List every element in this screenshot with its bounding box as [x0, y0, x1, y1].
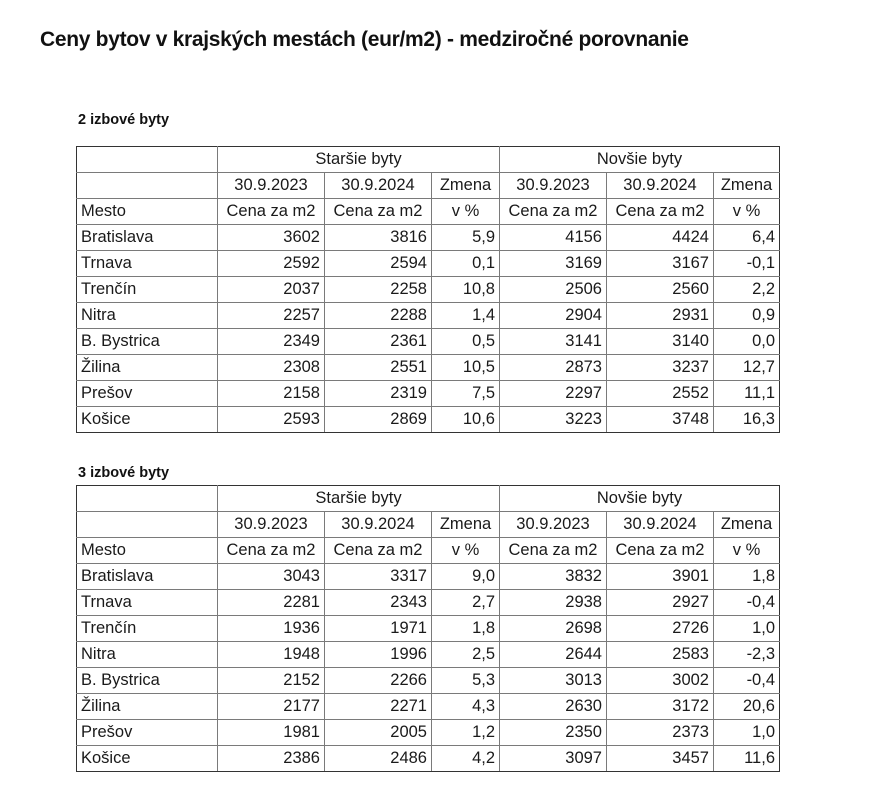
old-change-cell: 10,5 [432, 355, 500, 381]
old-price-2024-cell: 2005 [325, 720, 432, 746]
city-cell: Bratislava [77, 225, 218, 251]
old-change-cell: 4,2 [432, 746, 500, 772]
new-change-cell: 6,4 [714, 225, 780, 251]
header-old-percent: v % [432, 199, 500, 225]
new-change-cell: 0,9 [714, 303, 780, 329]
old-price-2023-cell: 1981 [218, 720, 325, 746]
table-row [77, 355, 780, 381]
table-body [77, 486, 780, 772]
header-row-units [77, 538, 780, 564]
old-price-2024-cell: 2319 [325, 381, 432, 407]
header-empty-cell [77, 512, 218, 538]
header-old-date-2023: 30.9.2023 [218, 173, 325, 199]
old-price-2023-cell: 3602 [218, 225, 325, 251]
table-row [77, 668, 780, 694]
table-row [77, 381, 780, 407]
old-change-cell: 4,3 [432, 694, 500, 720]
header-old-date-2024: 30.9.2024 [325, 173, 432, 199]
old-change-cell: 10,6 [432, 407, 500, 433]
header-old-price-2024: Cena za m2 [325, 538, 432, 564]
new-price-2024-cell: 3172 [607, 694, 714, 720]
new-price-2023-cell: 2904 [500, 303, 607, 329]
header-empty-cell [77, 147, 218, 173]
group-header-old: Staršie byty [218, 486, 500, 512]
old-price-2024-cell: 2361 [325, 329, 432, 355]
header-old-percent: v % [432, 538, 500, 564]
old-price-2024-cell: 2486 [325, 746, 432, 772]
new-change-cell: 16,3 [714, 407, 780, 433]
new-price-2024-cell: 2373 [607, 720, 714, 746]
new-change-cell: 1,8 [714, 564, 780, 590]
city-cell: Trnava [77, 590, 218, 616]
new-price-2023-cell: 2698 [500, 616, 607, 642]
city-cell: Prešov [77, 720, 218, 746]
old-change-cell: 0,1 [432, 251, 500, 277]
header-empty-cell [77, 173, 218, 199]
new-change-cell: 20,6 [714, 694, 780, 720]
old-price-2024-cell: 1996 [325, 642, 432, 668]
city-cell: Prešov [77, 381, 218, 407]
header-new-price-2023: Cena za m2 [500, 538, 607, 564]
group-header-new: Novšie byty [500, 147, 780, 173]
old-price-2023-cell: 3043 [218, 564, 325, 590]
old-change-cell: 1,4 [432, 303, 500, 329]
table-row [77, 407, 780, 433]
header-new-date-2024: 30.9.2024 [607, 173, 714, 199]
new-price-2024-cell: 2583 [607, 642, 714, 668]
old-price-2024-cell: 3816 [325, 225, 432, 251]
old-change-cell: 1,2 [432, 720, 500, 746]
city-cell: B. Bystrica [77, 329, 218, 355]
new-change-cell: 11,1 [714, 381, 780, 407]
header-row-groups [77, 486, 780, 512]
new-price-2024-cell: 3901 [607, 564, 714, 590]
old-price-2024-cell: 2271 [325, 694, 432, 720]
new-price-2024-cell: 3748 [607, 407, 714, 433]
new-change-cell: 12,7 [714, 355, 780, 381]
table-row [77, 277, 780, 303]
old-price-2023-cell: 2037 [218, 277, 325, 303]
new-price-2023-cell: 3013 [500, 668, 607, 694]
section-title-3-room: 3 izbové byty [78, 465, 170, 481]
header-row-dates [77, 173, 780, 199]
old-price-2024-cell: 2551 [325, 355, 432, 381]
header-new-price-2024: Cena za m2 [607, 199, 714, 225]
new-change-cell: -0,4 [714, 668, 780, 694]
old-change-cell: 5,9 [432, 225, 500, 251]
old-change-cell: 1,8 [432, 616, 500, 642]
old-change-cell: 2,5 [432, 642, 500, 668]
old-price-2024-cell: 3317 [325, 564, 432, 590]
new-price-2024-cell: 2726 [607, 616, 714, 642]
header-old-date-2023: 30.9.2023 [218, 512, 325, 538]
old-price-2024-cell: 2258 [325, 277, 432, 303]
table-row [77, 225, 780, 251]
new-price-2023-cell: 2873 [500, 355, 607, 381]
city-cell: Trenčín [77, 277, 218, 303]
old-price-2023-cell: 1936 [218, 616, 325, 642]
city-cell: Košice [77, 746, 218, 772]
new-price-2023-cell: 2644 [500, 642, 607, 668]
header-old-price-2024: Cena za m2 [325, 199, 432, 225]
new-change-cell: 1,0 [714, 616, 780, 642]
new-change-cell: -0,1 [714, 251, 780, 277]
old-price-2023-cell: 2592 [218, 251, 325, 277]
old-price-2023-cell: 2349 [218, 329, 325, 355]
header-new-price-2023: Cena za m2 [500, 199, 607, 225]
document-title: Ceny bytov v krajských mestách (eur/m2) - medziročné porovnanie [40, 28, 689, 51]
city-cell: Žilina [77, 355, 218, 381]
header-new-date-2023: 30.9.2023 [500, 173, 607, 199]
old-change-cell: 5,3 [432, 668, 500, 694]
old-price-2023-cell: 2177 [218, 694, 325, 720]
new-price-2024-cell: 3457 [607, 746, 714, 772]
old-change-cell: 2,7 [432, 590, 500, 616]
old-price-2023-cell: 2386 [218, 746, 325, 772]
new-price-2023-cell: 2630 [500, 694, 607, 720]
section-title-2-room: 2 izbové byty [78, 112, 170, 128]
header-new-percent: v % [714, 538, 780, 564]
header-row-groups [77, 147, 780, 173]
new-price-2024-cell: 3002 [607, 668, 714, 694]
new-price-2024-cell: 3167 [607, 251, 714, 277]
new-price-2023-cell: 3223 [500, 407, 607, 433]
new-price-2024-cell: 2927 [607, 590, 714, 616]
header-city: Mesto [77, 199, 218, 225]
table-row [77, 616, 780, 642]
old-price-2023-cell: 2257 [218, 303, 325, 329]
new-change-cell: 0,0 [714, 329, 780, 355]
city-cell: Košice [77, 407, 218, 433]
city-cell: Trnava [77, 251, 218, 277]
new-price-2023-cell: 3097 [500, 746, 607, 772]
old-price-2023-cell: 2281 [218, 590, 325, 616]
header-old-change: Zmena [432, 512, 500, 538]
header-new-change: Zmena [714, 173, 780, 199]
header-new-change: Zmena [714, 512, 780, 538]
old-price-2023-cell: 2152 [218, 668, 325, 694]
old-price-2023-cell: 2158 [218, 381, 325, 407]
new-price-2024-cell: 2552 [607, 381, 714, 407]
table-row [77, 590, 780, 616]
header-city: Mesto [77, 538, 218, 564]
header-old-change: Zmena [432, 173, 500, 199]
new-change-cell: -2,3 [714, 642, 780, 668]
table-row [77, 329, 780, 355]
old-change-cell: 9,0 [432, 564, 500, 590]
old-price-2023-cell: 1948 [218, 642, 325, 668]
city-cell: Nitra [77, 303, 218, 329]
old-price-2024-cell: 2869 [325, 407, 432, 433]
new-price-2023-cell: 2506 [500, 277, 607, 303]
new-price-2023-cell: 3169 [500, 251, 607, 277]
new-price-2023-cell: 2350 [500, 720, 607, 746]
new-change-cell: 2,2 [714, 277, 780, 303]
new-price-2023-cell: 2297 [500, 381, 607, 407]
city-cell: Trenčín [77, 616, 218, 642]
header-new-date-2023: 30.9.2023 [500, 512, 607, 538]
city-cell: Žilina [77, 694, 218, 720]
table-row [77, 303, 780, 329]
new-price-2024-cell: 2560 [607, 277, 714, 303]
table-row [77, 564, 780, 590]
new-price-2023-cell: 3141 [500, 329, 607, 355]
old-price-2024-cell: 1971 [325, 616, 432, 642]
old-price-2024-cell: 2343 [325, 590, 432, 616]
old-price-2024-cell: 2288 [325, 303, 432, 329]
new-price-2024-cell: 3140 [607, 329, 714, 355]
group-header-old: Staršie byty [218, 147, 500, 173]
new-price-2023-cell: 4156 [500, 225, 607, 251]
group-header-new: Novšie byty [500, 486, 780, 512]
new-price-2024-cell: 4424 [607, 225, 714, 251]
new-price-2024-cell: 3237 [607, 355, 714, 381]
new-change-cell: -0,4 [714, 590, 780, 616]
table-row [77, 720, 780, 746]
header-old-date-2024: 30.9.2024 [325, 512, 432, 538]
old-change-cell: 7,5 [432, 381, 500, 407]
old-price-2023-cell: 2308 [218, 355, 325, 381]
city-cell: Nitra [77, 642, 218, 668]
header-old-price-2023: Cena za m2 [218, 199, 325, 225]
city-cell: B. Bystrica [77, 668, 218, 694]
price-table-2-room [76, 146, 780, 433]
new-price-2023-cell: 2938 [500, 590, 607, 616]
header-new-price-2024: Cena za m2 [607, 538, 714, 564]
new-change-cell: 1,0 [714, 720, 780, 746]
header-row-units [77, 199, 780, 225]
header-new-date-2024: 30.9.2024 [607, 512, 714, 538]
city-cell: Bratislava [77, 564, 218, 590]
table-row [77, 746, 780, 772]
old-change-cell: 0,5 [432, 329, 500, 355]
old-change-cell: 10,8 [432, 277, 500, 303]
header-empty-cell [77, 486, 218, 512]
old-price-2023-cell: 2593 [218, 407, 325, 433]
old-price-2024-cell: 2594 [325, 251, 432, 277]
header-old-price-2023: Cena za m2 [218, 538, 325, 564]
new-price-2024-cell: 2931 [607, 303, 714, 329]
old-price-2024-cell: 2266 [325, 668, 432, 694]
table-body [77, 147, 780, 433]
table-row [77, 251, 780, 277]
header-row-dates [77, 512, 780, 538]
table-row [77, 694, 780, 720]
header-new-percent: v % [714, 199, 780, 225]
new-price-2023-cell: 3832 [500, 564, 607, 590]
table-row [77, 642, 780, 668]
price-table-3-room [76, 485, 780, 772]
new-change-cell: 11,6 [714, 746, 780, 772]
